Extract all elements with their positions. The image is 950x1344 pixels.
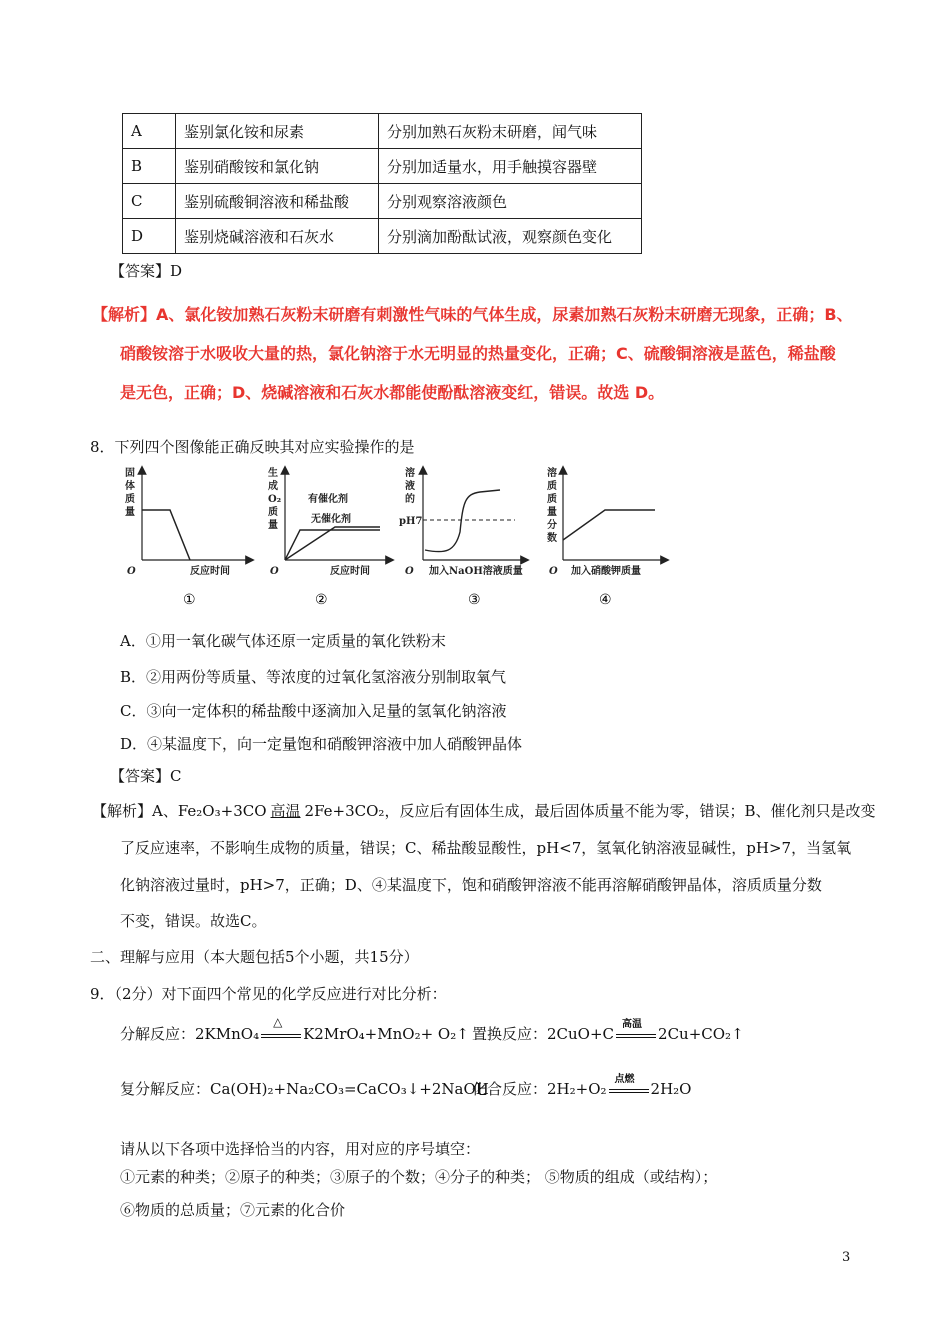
q9-items-line-2: ⑥物质的总质量；⑦元素的化合价 <box>120 1201 346 1219</box>
g1-ylabel-2: 质 <box>125 494 135 505</box>
g1-ylabel-1: 体 <box>125 481 135 492</box>
g4-ylabel-3: 量 <box>547 507 557 518</box>
option-task: 鉴别烧碱溶液和石灰水 <box>176 219 379 254</box>
q8-analysis-line-3: 化钠溶液过量时，pH>7，正确；D、④某温度下，饱和硝酸钾溶液不能再溶解硝酸钾晶体，溶质质量分数 <box>120 876 822 894</box>
g3-xlabel: 加入NaOH溶液质量 <box>429 566 523 577</box>
g1-number: ① <box>183 592 196 608</box>
option-task: 鉴别氯化铵和尿素 <box>176 114 379 149</box>
reaction-combination <box>472 1074 692 1099</box>
g4-ylabel-1: 质 <box>547 481 557 492</box>
q7-analysis-line-2: 硝酸铵溶于水吸收大量的热，氯化钠溶于水无明显的热量变化，正确；C、硫酸铜溶液是蓝色，稀盐酸 <box>120 344 836 363</box>
q8-analysis-line-4: 不变，错误。故选C。 <box>120 912 267 930</box>
graph-3 <box>399 466 525 608</box>
option-method: 分别观察溶液颜色 <box>379 184 642 219</box>
option-letter: D <box>123 219 176 254</box>
graph-1 <box>125 466 250 608</box>
reaction-decomposition <box>120 1015 469 1044</box>
g4-xlabel: 加入硝酸钾质量 <box>571 566 641 577</box>
graph-2 <box>268 466 390 608</box>
g3-origin: O <box>405 566 414 577</box>
q7-table-row <box>123 149 642 184</box>
decomp-label: 分解反应：2KMnO₄ <box>120 1025 260 1043</box>
q8-option-b: B．②用两份等质量、等浓度的过氧化氢溶液分别制取氧气 <box>120 668 507 686</box>
g2-ylabel-1: 成 <box>268 481 278 492</box>
q8-analysis-pre: 【解析】A、Fe₂O₃+3CO <box>92 802 267 820</box>
option-letter: B <box>123 149 176 184</box>
q8-stem: 8．下列四个图像能正确反映其对应实验操作的是 <box>90 438 415 456</box>
reaction-double-displacement: 复分解反应：Ca(OH)₂+Na₂CO₃=CaCO₃↓+2NaOH <box>120 1080 489 1098</box>
g1-origin: O <box>127 566 136 577</box>
g2-origin: O <box>270 566 279 577</box>
g1-ylabel-0: 固 <box>125 468 135 479</box>
q7-table-row <box>123 219 642 254</box>
g4-ylabel-5: 数 <box>547 533 557 544</box>
q8-graphs <box>115 462 675 612</box>
g4-origin: O <box>549 566 558 577</box>
q8-analysis-line-1 <box>92 800 875 821</box>
g2-ylabel-4: 量 <box>268 520 278 531</box>
option-letter: C <box>123 184 176 219</box>
g2-line-catalyst <box>285 530 380 560</box>
q9-stem: 9．（2分）对下面四个常见的化学反应进行对比分析： <box>90 985 447 1003</box>
g3-curve <box>425 490 500 552</box>
q8-option-c: C．③向一定体积的稀盐酸中逐滴加入足量的氢氧化钠溶液 <box>120 702 507 720</box>
option-task: 鉴别硫酸铜溶液和稀盐酸 <box>176 184 379 219</box>
displace-rest: 2Cu+CO₂↑ <box>658 1025 744 1043</box>
q8-option-a: A．①用一氧化碳气体还原一定质量的氧化铁粉末 <box>120 632 446 650</box>
option-letter: A <box>123 114 176 149</box>
combine-condition: 点燃 <box>614 1074 635 1085</box>
g1-ylabel-3: 量 <box>125 507 135 518</box>
q7-analysis-line-1: 【解析】A、氯化铵加熟石灰粉末研磨有刺激性气味的气体生成，尿素加熟石灰粉末研磨无现象，正确；B、 <box>92 305 853 324</box>
g4-ylabel-0: 溶 <box>547 468 557 479</box>
g1-xlabel: 反应时间 <box>190 566 230 577</box>
section-2-title: 二、理解与应用（本大题包括5个小题，共15分） <box>90 948 419 966</box>
g2-ylabel-3: 质 <box>268 507 278 518</box>
q8-option-d: D．④某温度下，向一定量饱和硝酸钾溶液中加人硝酸钾晶体 <box>120 735 523 753</box>
q8-answer: 【答案】C <box>110 767 182 785</box>
q7-table-row <box>123 114 642 149</box>
g4-ylabel-2: 质 <box>547 494 557 505</box>
q8-analysis-post: 2Fe+3CO₂，反应后有固体生成，最后固体质量不能为零，错误；B、催化剂只是改变 <box>304 802 876 820</box>
g2-line2-label: 无催化剂 <box>311 514 351 525</box>
combine-label: 化合反应：2H₂+O₂ <box>472 1080 607 1098</box>
g4-number: ④ <box>599 592 612 608</box>
q7-table-row <box>123 184 642 219</box>
option-method: 分别滴加酚酞试液，观察颜色变化 <box>379 219 642 254</box>
g3-number: ③ <box>468 592 481 608</box>
g3-ylabel-0: 溶 <box>405 468 415 479</box>
q8-analysis-line-2: 了反应速率，不影响生成物的质量，错误；C、稀盐酸显酸性，pH<7，氢氧化钠溶液显碱性，pH>7，当氢氧 <box>120 839 852 857</box>
combine-rest: 2H₂O <box>650 1080 692 1098</box>
g1-curve <box>142 510 190 560</box>
g4-ylabel-4: 分 <box>547 520 557 531</box>
option-task: 鉴别硝酸铵和氯化钠 <box>176 149 379 184</box>
option-method: 分别加适量水，用手触摸容器壁 <box>379 149 642 184</box>
g2-ylabel-2: O₂ <box>268 494 282 505</box>
q7-answer: 【答案】D <box>110 262 183 280</box>
g2-ylabel-0: 生 <box>268 468 278 479</box>
g3-ylabel-1: 液 <box>405 481 415 492</box>
graph-4 <box>547 466 665 608</box>
g2-line1-label: 有催化剂 <box>308 494 348 505</box>
q9-prompt: 请从以下各项中选择恰当的内容，用对应的序号填空： <box>120 1140 481 1158</box>
displace-condition: 高温 <box>622 1019 643 1030</box>
q9-items-line-1: ①元素的种类；②原子的种类；③原子的个数；④分子的种类； ⑤物质的组成（或结构）； <box>120 1168 718 1186</box>
q7-analysis-line-3: 是无色，正确；D、烧碱溶液和石灰水都能使酚酞溶液变红，错误。故选 D。 <box>120 383 665 402</box>
g3-ylabel-2: 的 <box>405 494 415 505</box>
displace-label: 置换反应：2CuO+C <box>472 1025 615 1043</box>
g3-ylabel-3: pH7 <box>399 516 423 527</box>
q7-options-table <box>122 113 642 254</box>
reaction-displacement <box>472 1019 744 1044</box>
g2-number: ② <box>315 592 328 608</box>
page-number: 3 <box>842 1250 851 1265</box>
g4-curve <box>563 510 655 540</box>
decomp-rest: K2MrO₄+MnO₂+ O₂↑ <box>303 1025 469 1043</box>
option-method: 分别加熟石灰粉末研磨，闻气味 <box>379 114 642 149</box>
q8-analysis-condition: 高温 <box>270 802 301 820</box>
g2-xlabel: 反应时间 <box>330 566 370 577</box>
decomp-condition: △ <box>273 1015 283 1029</box>
